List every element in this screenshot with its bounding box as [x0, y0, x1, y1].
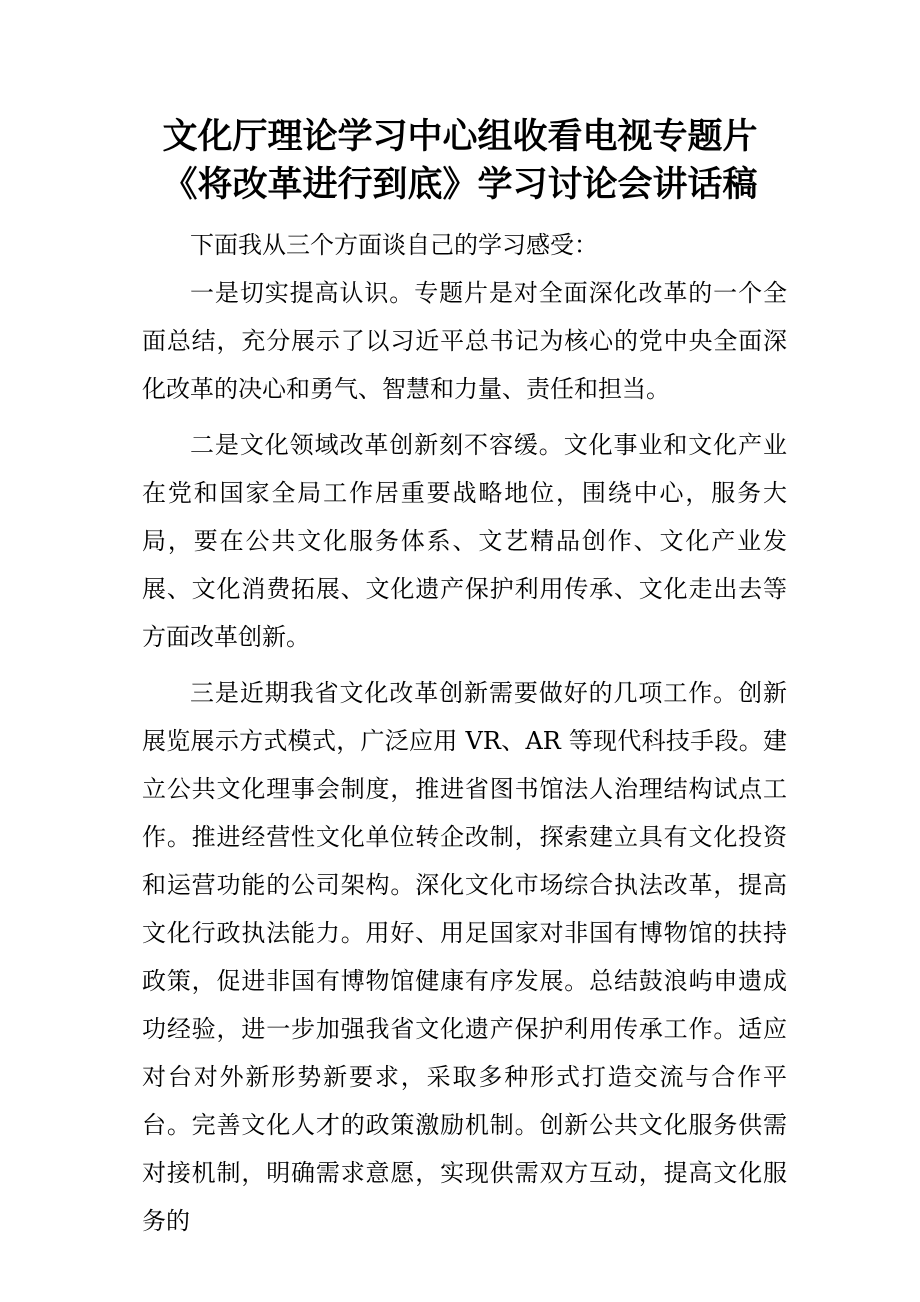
document-body	[142, 221, 787, 1245]
paragraph-point-1: 一是切实提高认识。专题片是对全面深化改革的一个全面总结，充分展示了以习近平总书记为核心的党中央全面深化改革的决心和勇气、智慧和力量、责任和担当。	[142, 279, 787, 403]
paragraph-point-3: 三是近期我省文化改革创新需要做好的几项工作。创新展览展示方式模式，广泛应用 VR、AR 等现代科技手段。建立公共文化理事会制度，推进省图书馆法人治理结构试点工作。推进经营性文化单位转企改制，探索建立具有文化投资和运营功能的公司架构。深化文化市场综合执法改革，提高文化行政执法能力。用好、用足国家对非国有博物馆的扶持政策，促进非国有博物馆健康有序发展。总结鼓浪屿申遗成功经验，进一步加强我省文化遗产保护利用传承工作。适应对台对外新形势新要求，采取多种形式打造交流与合作平台。完善文化人才的政策激励机制。创新公共文化服务供需对接机制，明确需求意愿，实现供需双方互动，提高文化服务的	[142, 679, 787, 1235]
paragraph-intro: 下面我从三个方面谈自己的学习感受：	[190, 231, 598, 259]
paragraph-point-2: 二是文化领域改革创新刻不容缓。文化事业和文化产业在党和国家全局工作居重要战略地位，围绕中心，服务大局，要在公共文化服务体系、文艺精品创作、文化产业发展、文化消费拓展、文化遗产保护利用传承、文化走出去等方面改革创新。	[142, 431, 787, 651]
document-title-line-1: 文化厅理论学习中心组收看电视专题片	[162, 116, 758, 157]
document-title-line-2: 《将改革进行到底》学习讨论会讲话稿	[162, 164, 758, 205]
